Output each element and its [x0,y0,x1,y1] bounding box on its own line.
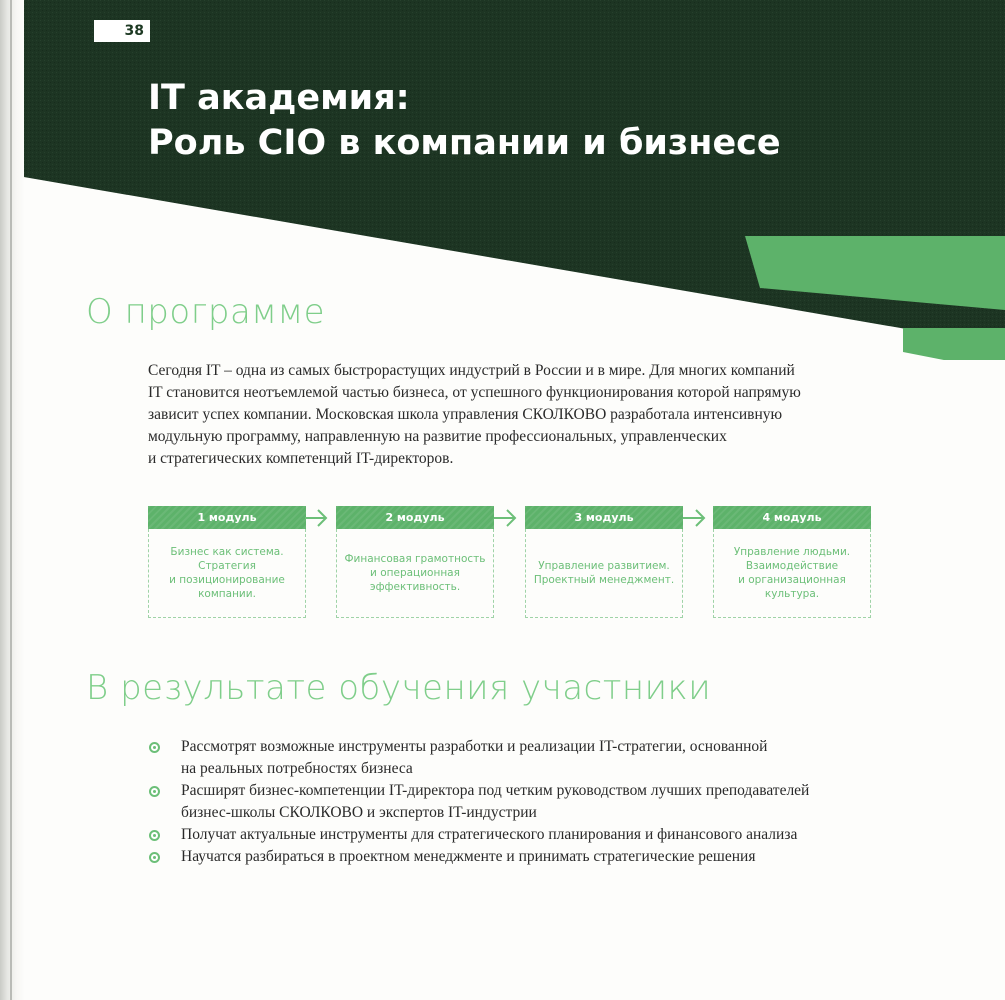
list-item [148,824,908,846]
list-item [148,780,908,824]
page-title-line-2: Роль CIO в компании и бизнесе [148,123,781,163]
list-item-line: Получат актуальные инструменты для стратегического планирования и финансового анализа [181,826,798,843]
page-title [148,76,781,166]
target-circle-icon [149,786,160,797]
page-number: 38 [94,20,150,42]
module-description: Финансовая грамотность и операционная эффективность. [344,553,486,593]
binding-edge-line [10,0,12,1000]
arrow-right-icon [682,506,708,530]
list-item-line: Рассмотрят возможные инструменты разработки и реализации IT-стратегии, основанной [181,738,768,755]
about-section-title: О программе [86,292,326,332]
module-label: 2 модуль [336,506,494,529]
about-line: зависит успех компании. Московская школа управления СКОЛКОВО разработала интенсивную [148,406,783,423]
about-line: модульную программу, направленную на развитие профессиональных, управленческих [148,428,727,445]
header-accent-stripe-small [903,328,1005,360]
list-item-line: на реальных потребностях бизнеса [181,760,413,777]
binding-edge [0,0,24,1000]
results-section-title: В результате обучения участники [86,668,712,708]
module-description: Бизнес как система. Стратегия и позиционирование компании. [169,546,285,600]
module-body [148,529,306,618]
module-card-3 [525,506,683,618]
module-label: 3 модуль [525,506,683,529]
arrow-right-icon [304,506,330,530]
list-item [148,846,908,868]
about-line: и стратегических компетенций IT-директоров. [148,450,454,467]
target-circle-icon [149,742,160,753]
module-card-2 [336,506,494,618]
about-line: IT становится неотъемлемой частью бизнеса, от успешного функционирования которой напрямую [148,384,801,401]
module-body [336,529,494,618]
list-item-line: Научатся разбираться в проектном менеджменте и принимать стратегические решения [181,848,756,865]
target-circle-icon [149,852,160,863]
about-paragraph [148,360,908,470]
module-label: 4 модуль [713,506,871,529]
results-list [148,736,908,868]
module-body [713,529,871,618]
list-item-line: Расширят бизнес-компетенции IT-директора под четким руководством лучших преподавателей [181,782,810,799]
target-circle-icon [149,830,160,841]
list-item [148,736,908,780]
module-description: Управление развитием. Проектный менеджмент. [533,560,675,586]
about-line: Сегодня IT – одна из самых быстрорастущих индустрий в России и в мире. Для многих компаний [148,362,795,379]
list-item-line: бизнес-школы СКОЛКОВО и экспертов IT-индустрии [181,804,537,821]
page-title-line-1: IT академия: [148,78,410,118]
module-description: Управление людьми. Взаимодействие и организационная культура. [733,546,851,600]
module-label: 1 модуль [148,506,306,529]
module-card-1 [148,506,306,618]
module-body [525,529,683,618]
arrow-right-icon [493,506,519,530]
module-card-4 [713,506,871,618]
